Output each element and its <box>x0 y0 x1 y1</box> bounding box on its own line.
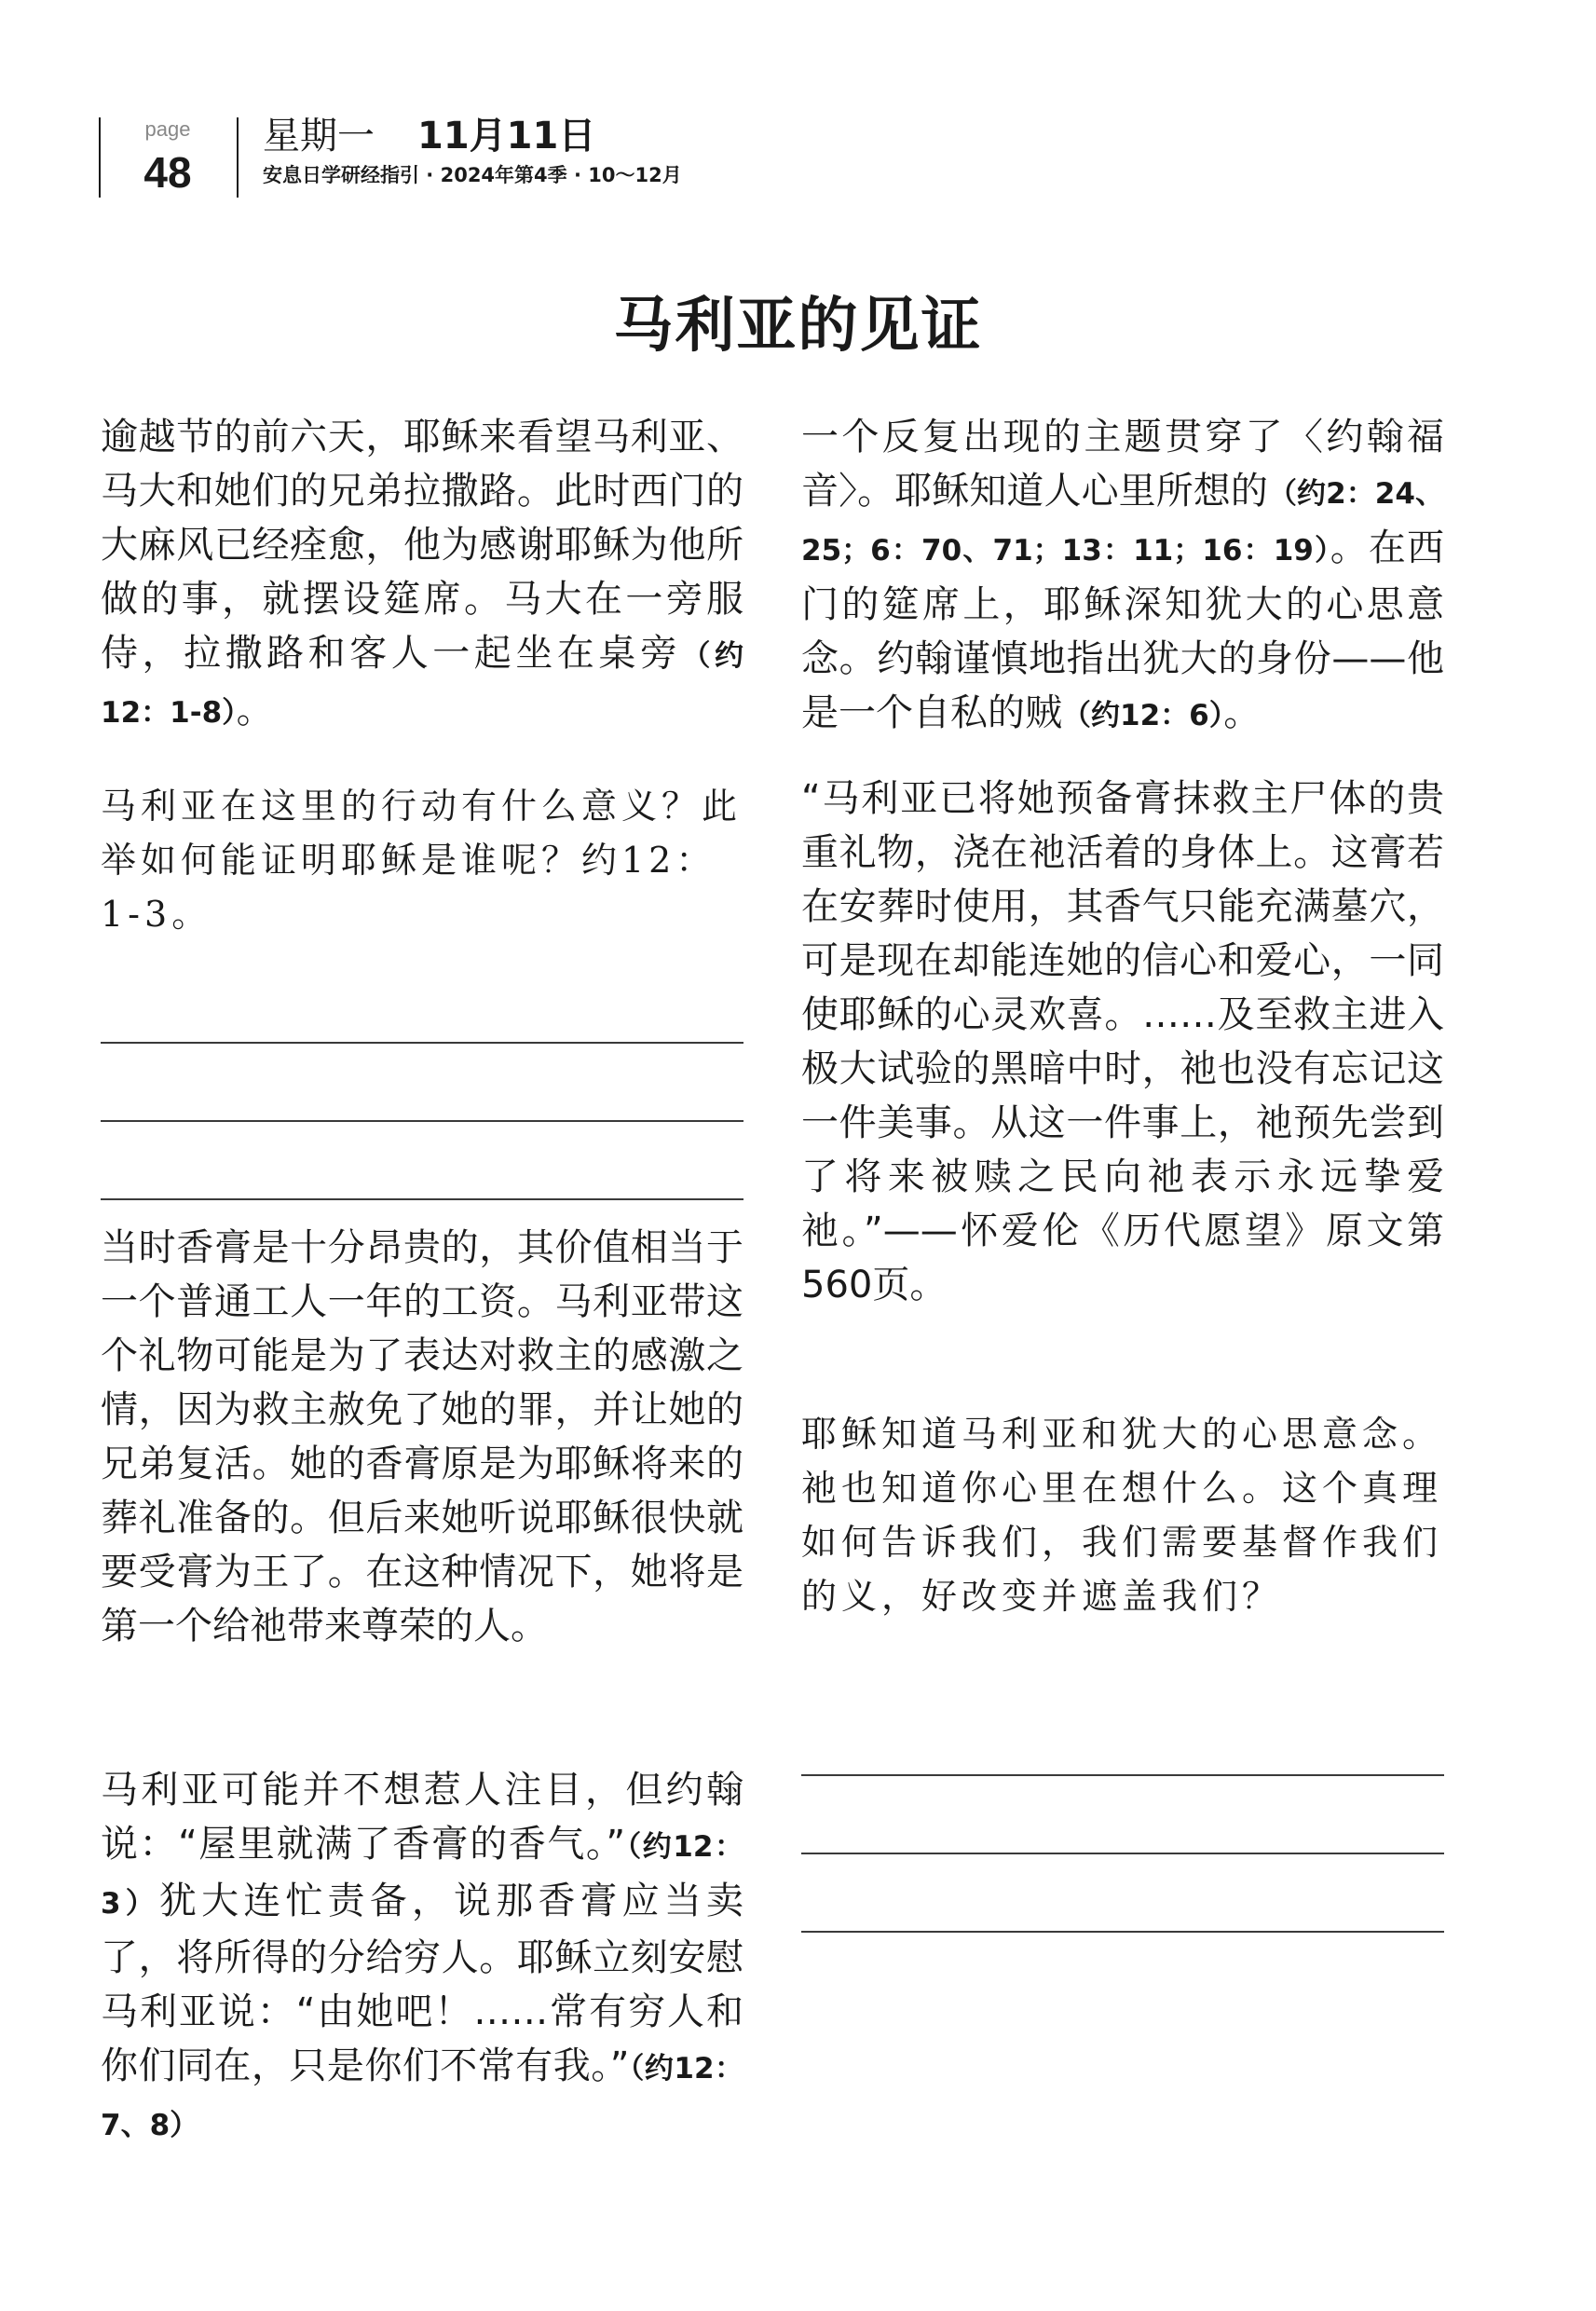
scripture-ref: （约12：3） <box>101 1830 743 1921</box>
left-p3-b: 犹大连忙责备，说那香膏应当卖了，将所得的分给穷人。耶稣立刻安慰马利亚说：“由她吧！……常有穷人和你们同在，只是你们不常有我。” <box>101 1880 744 2087</box>
right-p1-c: 。 <box>1223 691 1262 734</box>
right-p1-a: 一个反复出现的主题贯穿了〈约翰福音〉。耶稣知道人心里所想的 <box>801 416 1444 513</box>
left-paragraph-3-block <box>101 1763 743 2153</box>
weekday: 星期一 <box>263 115 375 157</box>
page-number: 48 <box>143 148 192 197</box>
right-question-block <box>801 1407 1444 1623</box>
page-title: 马利亚的见证 <box>613 291 983 361</box>
left-question-block <box>101 779 743 941</box>
date: 11月11日 <box>417 115 596 157</box>
answer-line[interactable] <box>801 1774 1444 1776</box>
answer-line[interactable] <box>101 1042 743 1044</box>
header-divider-left <box>99 117 101 198</box>
left-p1-end: 。 <box>236 689 274 732</box>
page-label: page <box>144 117 191 141</box>
right-quote: “马利亚已将她预备膏抹救主尸体的贵重礼物，浇在祂活着的身体上。这膏若在安葬时使用，其香气只能充满墓穴，可是现在却能连她的信心和爱心，一同使耶稣的心灵欢喜。……及至救主进入极大试验的黑暗中时，祂也没有忘记这一件美事。从这一件事上，祂预先尝到了将来被赎之民向祂表示永远挚爱祂。”——怀爱伦《历代愿望》原文第560页。 <box>801 777 1444 1306</box>
answer-line[interactable] <box>101 1198 743 1200</box>
answer-line[interactable] <box>801 1931 1444 1933</box>
scripture-ref: （约12：6） <box>1062 699 1224 732</box>
left-column <box>101 410 743 740</box>
right-quote-block <box>801 772 1444 1312</box>
answer-line[interactable] <box>101 1120 743 1122</box>
scripture-ref: （约12：7、8） <box>101 2052 743 2142</box>
left-question: 马利亚在这里的行动有什么意义？此举如何能证明耶稣是谁呢？约12：1-3。 <box>101 786 743 935</box>
left-paragraph-2-block <box>101 1221 743 1653</box>
answer-line[interactable] <box>801 1853 1444 1854</box>
right-paragraph-1 <box>801 410 1444 743</box>
scripture-ref: （约12：1-8） <box>101 639 744 730</box>
right-column <box>801 410 1444 743</box>
left-p3-a: 马利亚可能并不想惹人注目，但约翰说：“屋里就满了香膏的香气。” <box>101 1769 743 1866</box>
scripture-ref: （约2：24、25；6：70、71；13：11；16：19） <box>801 477 1445 567</box>
guide-subtitle: 安息日学研经指引 · 2024年第4季 · 10～12月 <box>263 164 682 186</box>
right-question: 耶稣知道马利亚和犹大的心思意念。祂也知道你心里在想什么。这个真理如何告诉我们，我们需要基督作我们的义，好改变并遮盖我们？ <box>801 1414 1443 1617</box>
left-p1-text: 逾越节的前六天，耶稣来看望马利亚、马大和她们的兄弟拉撒路。此时西门的大麻风已经痊愈，他为感谢耶稣为他所做的事，就摆设筵席。马大在一旁服侍，拉撒路和客人一起坐在桌旁 <box>101 416 743 675</box>
left-paragraph-1 <box>101 410 743 740</box>
header-divider-right <box>237 117 239 198</box>
right-p1-b: 。在西门的筵席上，耶稣深知犹大的心思意念。约翰谨慎地指出犹大的身份——他是一个自私的贼 <box>801 526 1445 734</box>
left-paragraph-2: 当时香膏是十分昂贵的，其价值相当于一个普通工人一年的工资。马利亚带这个礼物可能是为了表达对救主的感激之情，因为救主赦免了她的罪，并让她的兄弟复活。她的香膏原是为耶稣将来的葬礼准备的。但后来她听说耶稣很快就要受膏为王了。在这种情况下，她将是第一个给祂带来尊荣的人。 <box>101 1226 743 1648</box>
left-paragraph-3 <box>101 1763 743 2153</box>
